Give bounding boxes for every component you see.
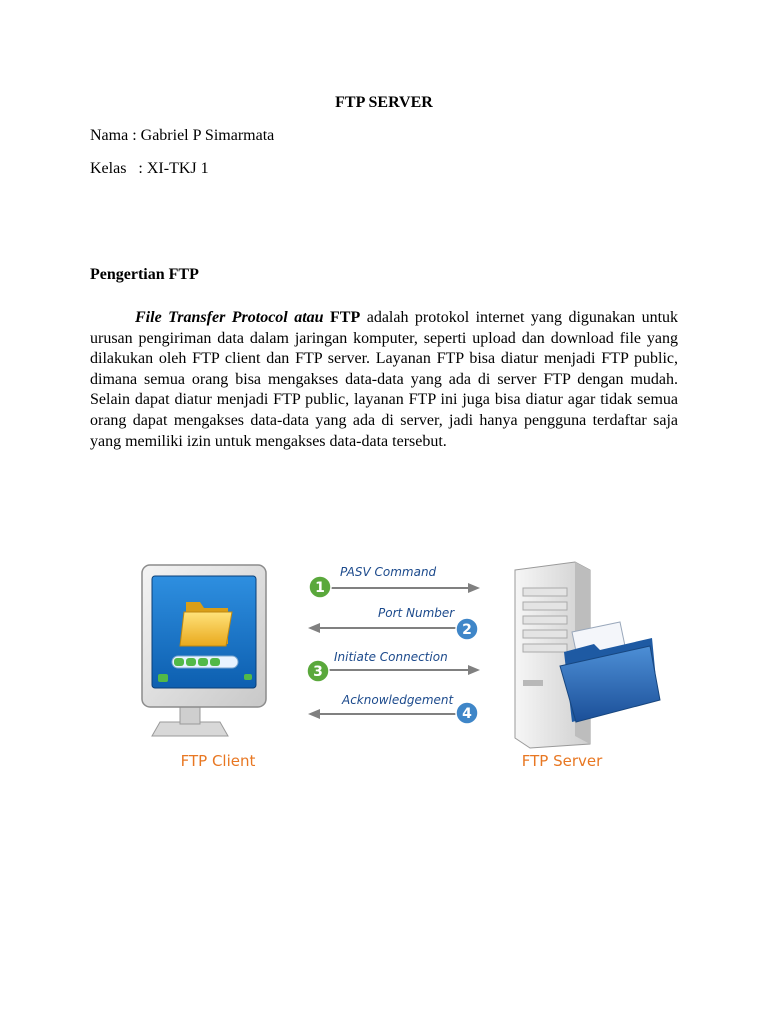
student-class: Kelas : XI-TKJ 1: [90, 160, 209, 177]
step-4-label: Acknowledgement: [342, 693, 454, 707]
server-tower-icon: [515, 562, 660, 748]
server-caption: FTP Server: [521, 752, 603, 770]
step-1-label: PASV Command: [340, 565, 437, 579]
ftp-diagram: [120, 540, 680, 790]
step-1-number: 1: [315, 580, 325, 596]
step-3-number: 3: [313, 664, 323, 680]
step-2-number: 2: [462, 622, 472, 638]
definition-paragraph: [90, 308, 678, 452]
server-folder-icon: [560, 622, 660, 722]
client-caption: FTP Client: [180, 752, 256, 770]
step-2-label: Port Number: [378, 606, 455, 620]
section-heading: Pengertian FTP: [90, 266, 199, 283]
arrow-head-step-1: [468, 583, 480, 593]
arrow-head-step-3: [468, 665, 480, 675]
document-title: FTP SERVER: [335, 94, 433, 111]
term-full: File Transfer Protocol atau: [135, 309, 324, 326]
step-3-label: Initiate Connection: [334, 650, 448, 664]
arrow-head-step-2: [308, 623, 320, 633]
client-computer-icon: [142, 565, 266, 736]
student-name: Nama : Gabriel P Simarmata: [90, 127, 275, 144]
step-4-number: 4: [462, 706, 472, 722]
paragraph-body: adalah protokol internet yang digunakan untuk urusan pengiriman data dalam jaringan komputer, seperti upload dan download file yang dilakukan oleh FTP client dan FTP server. Layanan FTP bisa diatur menjadi FTP public, dimana semua orang bisa mengakses data-data yang ada di server FTP dengan mudah. Selain dapat diatur menjadi FTP public, layanan FTP ini juga bisa diatur agar tidak semua orang dapat mengakses data-data yang ada di server, jadi hanya pengguna terdaftar saja yang memiliki izin untuk mengakses data-data tersebut.: [90, 309, 679, 450]
arrow-head-step-4: [308, 709, 320, 719]
term-abbr: FTP: [330, 309, 361, 326]
